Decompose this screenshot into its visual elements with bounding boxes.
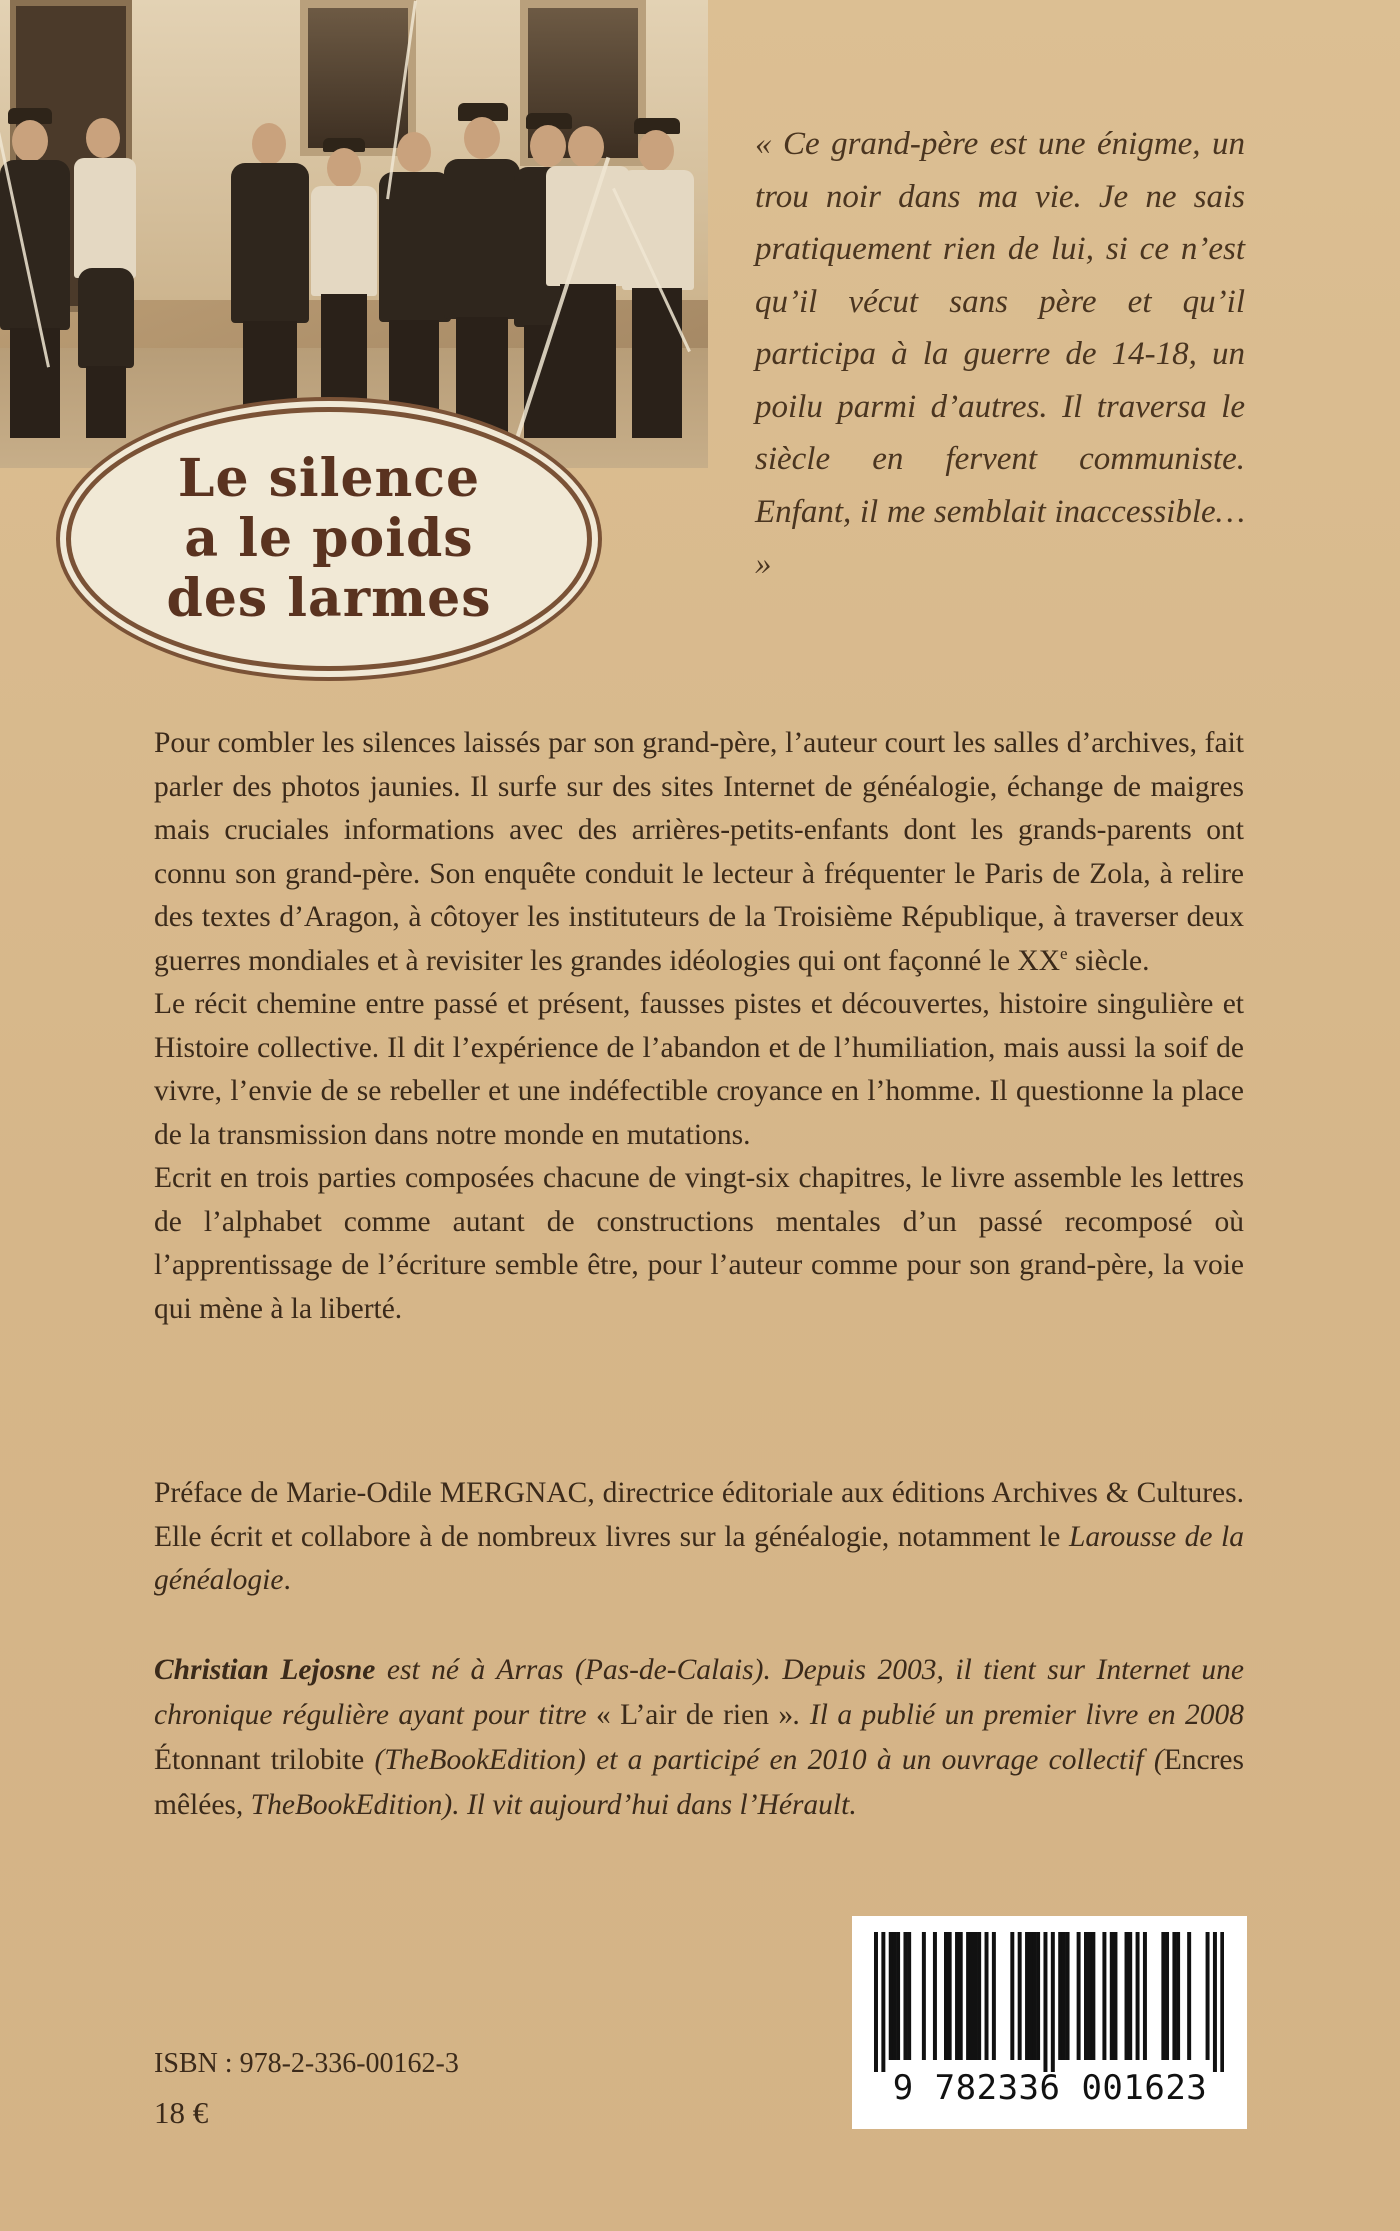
title-line-3: des larmes (166, 568, 492, 629)
barcode-bar (1176, 1932, 1180, 2060)
barcode-bar (1206, 1932, 1210, 2060)
barcode-bar (955, 1932, 959, 2060)
barcode-bar (959, 1932, 963, 2060)
barcode-bar (1213, 1932, 1217, 2072)
barcode-bar (1091, 1932, 1095, 2060)
synopsis (154, 722, 1244, 1331)
barcode-bar (1143, 1932, 1147, 2060)
barcode-bar (881, 1932, 885, 2072)
barcode-bar (1165, 1932, 1169, 2060)
barcode-bar (896, 1932, 900, 2060)
title-line-2: a le poids (184, 508, 474, 569)
preface-book-title: Larousse de la généalogie (154, 1520, 1244, 1596)
barcode-bar (1128, 1932, 1132, 2060)
barcode-bar (907, 1932, 911, 2060)
barcode-bar (973, 1932, 977, 2060)
author-bio (154, 1648, 1244, 1828)
barcode-bar (1113, 1932, 1117, 2060)
photo-person (305, 138, 385, 438)
barcode-bar (1043, 1932, 1047, 2072)
photo-person (225, 123, 315, 438)
barcode-bar (948, 1932, 952, 2060)
barcode-bar (1058, 1932, 1062, 2060)
barcode-bar (1062, 1932, 1066, 2060)
barcode-bar (1077, 1932, 1081, 2060)
photo-person (68, 118, 148, 438)
barcode-bar (1066, 1932, 1070, 2060)
author-text: , TheBookEdition). Il vit aujourd’hui dans l’Hérault. (235, 1789, 857, 1821)
preface-note (154, 1472, 1244, 1603)
author-text: (TheBookEdition) et a participé en 2010 à un ouvrage collectif ( (364, 1744, 1164, 1776)
barcode-bar (985, 1932, 989, 2060)
synopsis-text: Pour combler les silences laissés par son grand-père, l’auteur court les salles d’archives, fait parler des photos jaunies. Il surfe sur des sites Internet de généalogie, échange de maigres mais cruciales informations avec des arrières-petits-enfants dont les grands-parents ont connu son grand-père. Son enquête conduit le lecteur à fréquenter le Paris de Zola, à relire des textes d’Aragon, à côtoyer les instituteurs de la Troisième République, à traverser deux guerres mondiales et à revisiter les grandes idéologies qui ont façonné le XX (154, 727, 1244, 977)
barcode-bar (966, 1932, 970, 2060)
synopsis-text: siècle. (1067, 944, 1150, 977)
barcode-bar (1187, 1932, 1191, 2060)
author-book: Encres mêlées (154, 1744, 1244, 1821)
barcode-bar (1102, 1932, 1106, 2060)
vintage-group-photo (0, 0, 708, 468)
barcode-bar (1172, 1932, 1176, 2060)
barcode-bar (1110, 1932, 1114, 2060)
isbn: ISBN : 978-2-336-00162-3 (154, 2048, 459, 2079)
barcode (852, 1916, 1247, 2129)
synopsis-paragraph-3: Ecrit en trois parties composées chacune de vingt-six chapitres, le livre assemble les lettres de l’alphabet comme autant de constructions mentales d’un passé recomposé où l’apprentissage de l’écriture semble être, pour l’auteur comme pour son grand-père, la voie qui mène à la liberté. (154, 1162, 1244, 1325)
title-oval (66, 407, 592, 671)
barcode-bar (1018, 1932, 1022, 2060)
barcode-digits: 9 782336 001623 (892, 2068, 1208, 2108)
barcode-bar (992, 1932, 996, 2060)
barcode-bar (889, 1932, 893, 2060)
superscript: e (1060, 943, 1068, 963)
price: 18 € (154, 2095, 209, 2130)
barcode-bar (970, 1932, 974, 2060)
barcode-bar (892, 1932, 896, 2060)
barcode-bar (933, 1932, 937, 2060)
synopsis-paragraph-2: Le récit chemine entre passé et présent, fausses pistes et découvertes, histoire singulière et Histoire collective. Il dit l’expérience de l’abandon et de l’humiliation, mais aussi la soif de vivre, l’envie de se rebeller et une indéfectible croyance en l’homme. Il questionne la place de la transmission dans notre monde en mutations. (154, 988, 1244, 1151)
barcode-bar (1125, 1932, 1129, 2060)
barcode-bar (1036, 1932, 1040, 2060)
barcode-bar (1220, 1932, 1224, 2072)
barcode-bar (874, 1932, 878, 2072)
barcode-bar (1029, 1932, 1033, 2060)
barcode-bar (922, 1932, 926, 2060)
barcode-bar (977, 1932, 981, 2060)
barcode-bar (1032, 1932, 1036, 2060)
barcode-bar (903, 1932, 907, 2060)
synopsis-paragraph-1 (154, 722, 1244, 983)
barcode-bar (1025, 1932, 1029, 2060)
title-line-1: Le silence (177, 448, 481, 509)
author-name: Christian Lejosne (154, 1654, 376, 1686)
barcode-bar (1136, 1932, 1140, 2060)
author-chronicle: « L’air de rien » (596, 1699, 794, 1731)
author-book: Étonnant trilobite (154, 1744, 365, 1776)
barcode-bar (1088, 1932, 1092, 2060)
pull-quote: « Ce grand-père est une énigme, un trou noir dans ma vie. Je ne sais pratiquement rien de lui, si ce n’est qu’il vécut sans père et qu’il participa à la guerre de 14-18, un poilu parmi d’autres. Il traversa le siècle en fervent communiste. Enfant, il me semblait inaccessible… » (755, 126, 1245, 582)
author-text: . Il a publié un premier livre en 2008 (793, 1699, 1244, 1731)
barcode-bar (1161, 1932, 1165, 2060)
author-text: est né à Arras (Pas-de-Calais). Depuis 2003, il tient sur Internet une chronique régulière ayant pour titre (154, 1654, 1245, 1731)
barcode-bar (1051, 1932, 1055, 2072)
preface-end: . (283, 1564, 291, 1596)
barcode-bar (944, 1932, 948, 2060)
preface-text: Préface de Marie-Odile MERGNAC, directrice éditoriale aux éditions Archives & Cultures. Elle écrit et collabore à de nombreux livres sur la généalogie, notamment le (154, 1477, 1244, 1553)
barcode-bar (1010, 1932, 1014, 2060)
photo-person (620, 118, 700, 438)
barcode-bar (1084, 1932, 1088, 2060)
barcode-bars (874, 1932, 1224, 2072)
